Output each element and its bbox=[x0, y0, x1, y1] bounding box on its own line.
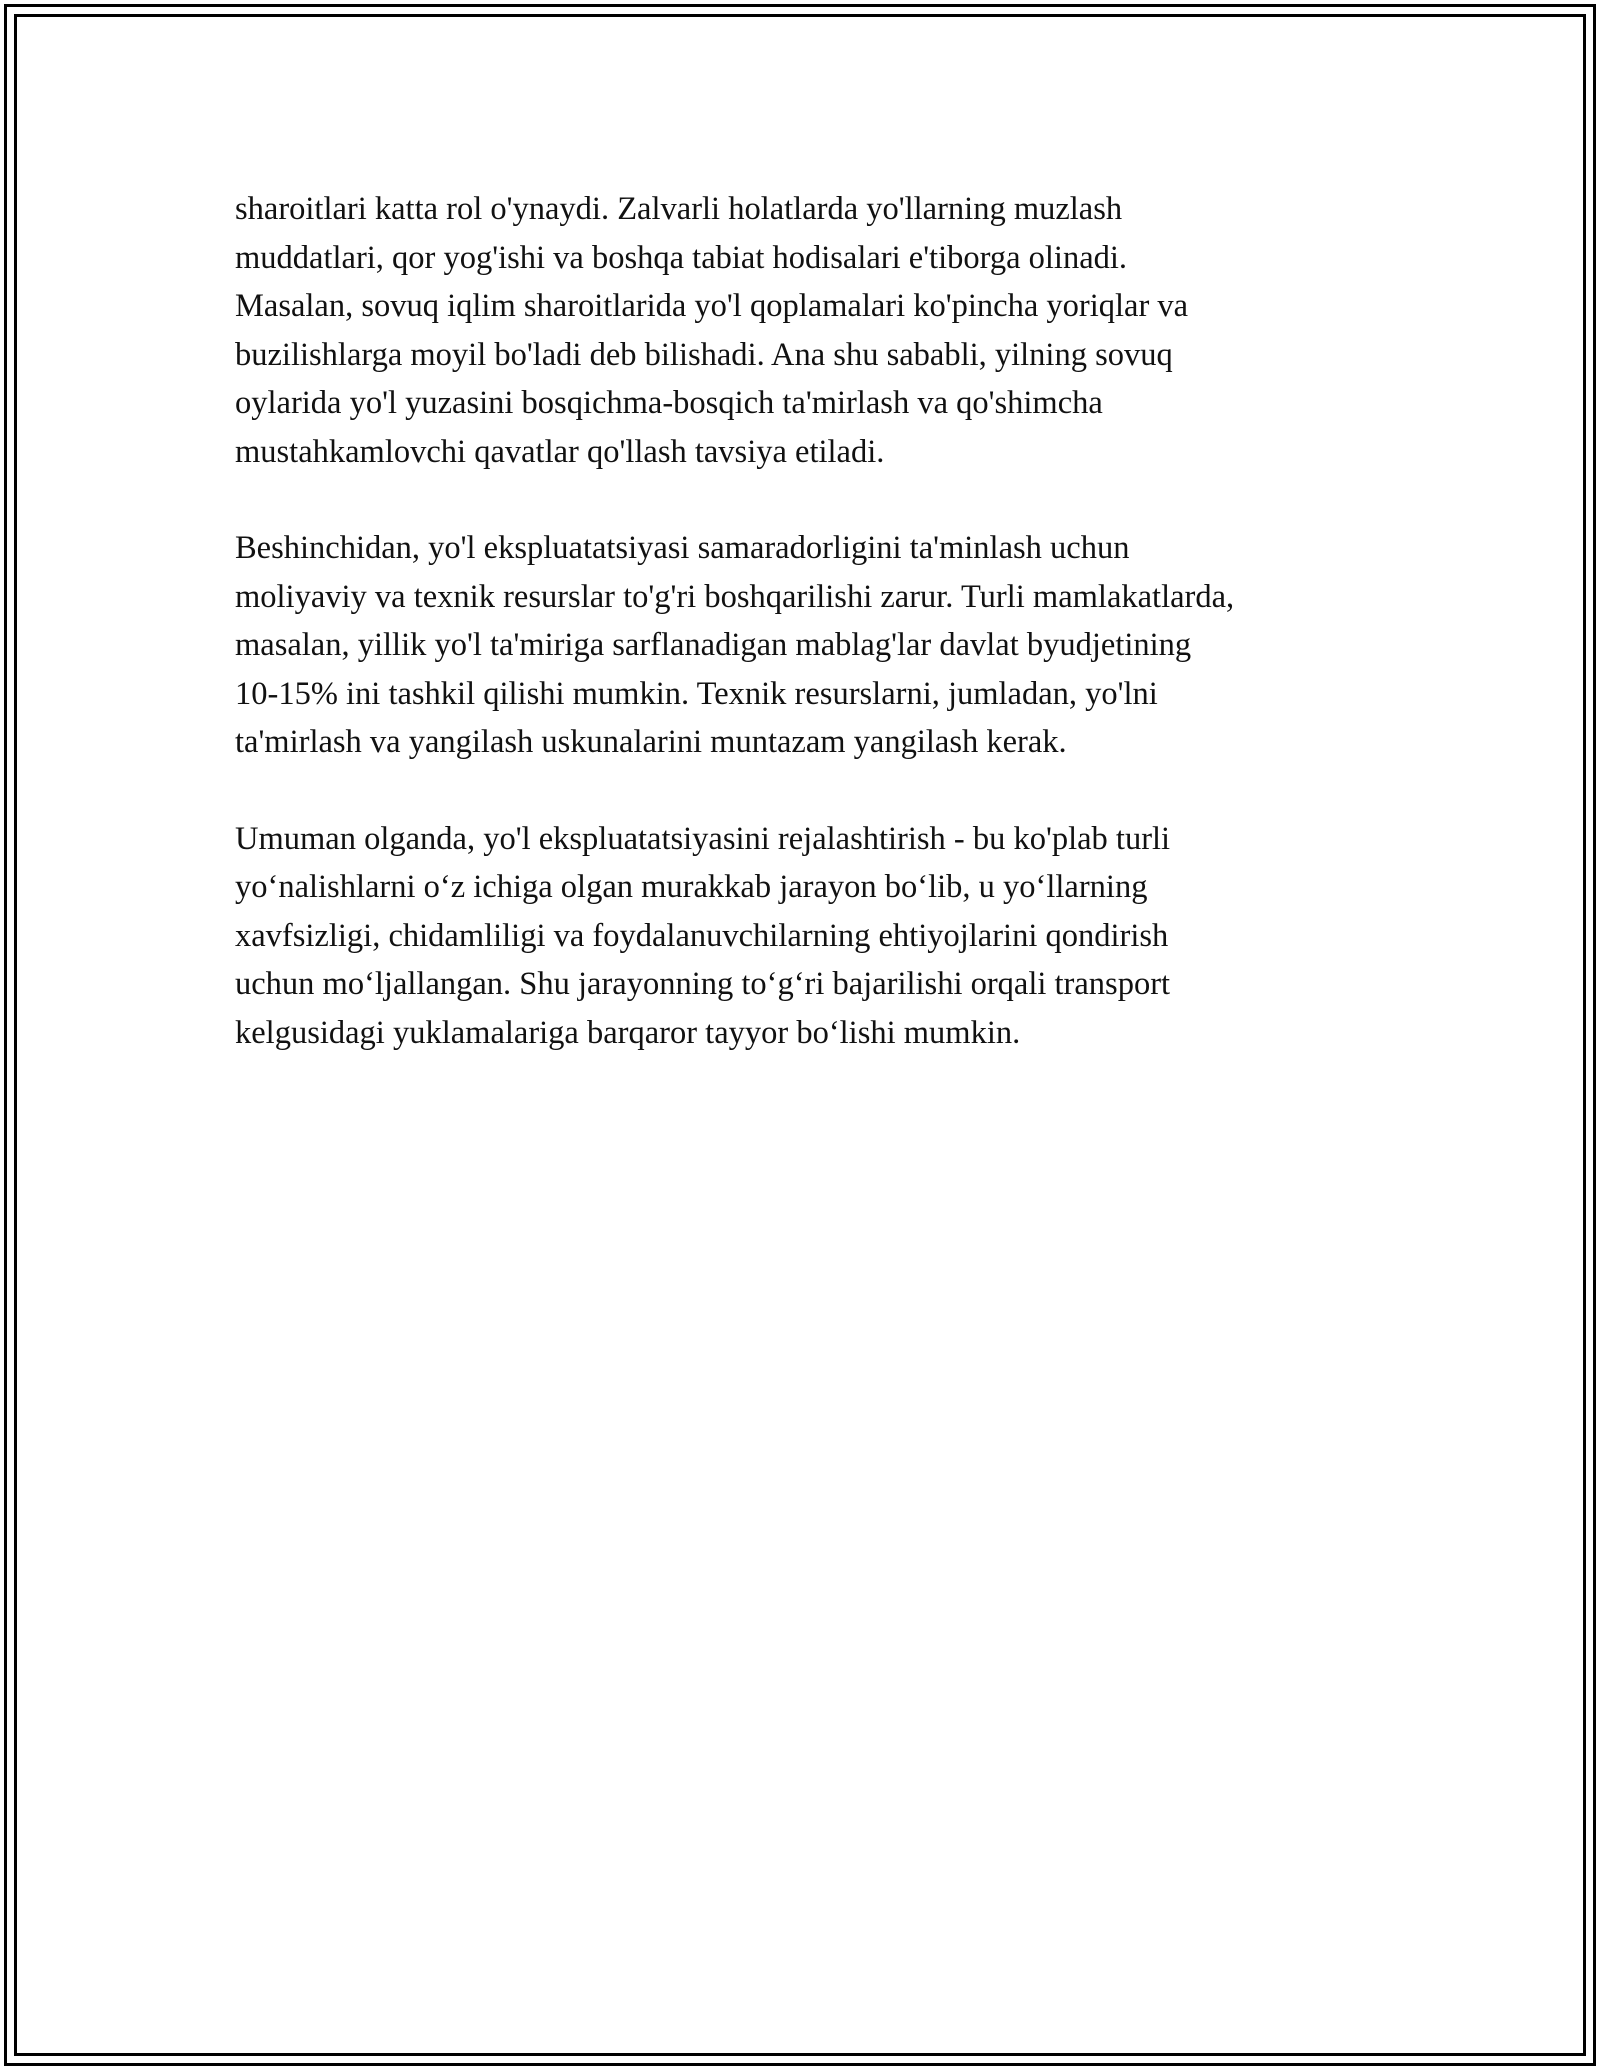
paragraph-resources bbox=[235, 524, 1385, 767]
document-body bbox=[235, 185, 1385, 1105]
text-line: uchun moʻljallangan. Shu jarayonning toʻgʻri bajarilishi orqali transport bbox=[235, 966, 1171, 1002]
text-line: xavfsizligi, chidamliligi va foydalanuvchilarning ehtiyojlarini qondirish bbox=[235, 917, 1169, 954]
text-line: kelgusidagi yuklamalariga barqaror tayyor boʻlishi mumkin. bbox=[235, 1014, 1021, 1051]
text-line: Umuman olganda, yo'l ekspluatatsiyasini rejalashtirish - bu ko'plab turli bbox=[235, 820, 1171, 857]
text-line: muddatlari, qor yog'ishi va boshqa tabiat hodisalari e'tiborga olinadi. bbox=[235, 239, 1128, 276]
text-line: yoʻnalishlarni oʻz ichiga olgan murakkab jarayon boʻlib, u yoʻllarning bbox=[235, 869, 1148, 905]
text-line: sharoitlari katta rol o'ynaydi. Zalvarli holatlarda yo'llarning muzlash bbox=[235, 191, 1123, 227]
text-line: buzilishlarga moyil bo'ladi deb bilishadi. Ana shu sababli, yilning sovuq bbox=[235, 336, 1173, 373]
paragraph-conclusion bbox=[235, 815, 1385, 1058]
text-line: Beshinchidan, yo'l ekspluatatsiyasi samaradorligini ta'minlash uchun bbox=[235, 530, 1130, 566]
text-line: masalan, yillik yo'l ta'miriga sarflanadigan mablag'lar davlat byudjetining bbox=[235, 627, 1192, 663]
text-line: ta'mirlash va yangilash uskunalarini muntazam yangilash kerak. bbox=[235, 724, 1067, 760]
text-line: mustahkamlovchi qavatlar qo'llash tavsiya etiladi. bbox=[235, 433, 885, 470]
text-line: oylarida yo'l yuzasini bosqichma-bosqich ta'mirlash va qo'shimcha bbox=[235, 385, 1103, 421]
text-line: 10-15% ini tashkil qilishi mumkin. Texnik resurslarni, jumladan, yo'lni bbox=[235, 675, 1158, 712]
paragraph-climate-conditions bbox=[235, 185, 1385, 476]
text-line: moliyaviy va texnik resurslar to'g'ri boshqarilishi zarur. Turli mamlakatlarda, bbox=[235, 578, 1235, 615]
text-line: Masalan, sovuq iqlim sharoitlarida yo'l qoplamalari ko'pincha yoriqlar va bbox=[235, 288, 1189, 324]
